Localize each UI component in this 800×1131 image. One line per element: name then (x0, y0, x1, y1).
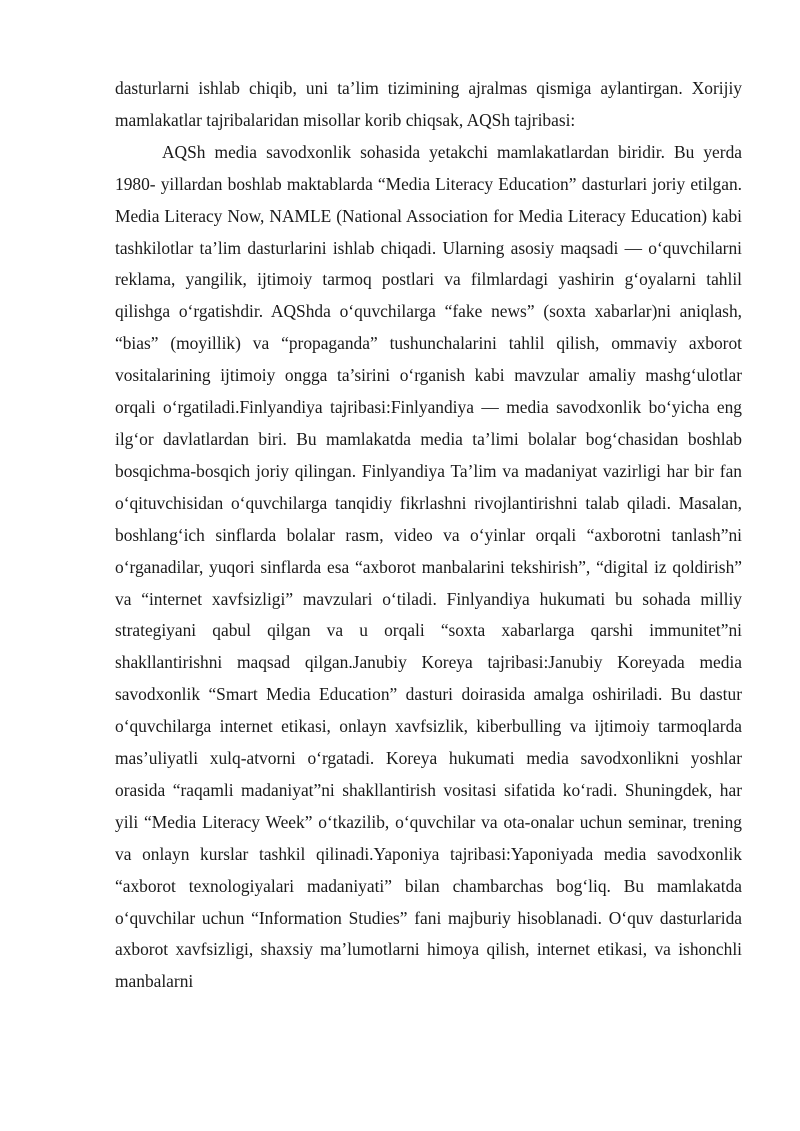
paragraph-continuation: dasturlarni ishlab chiqib, uni ta’lim tizimining ajralmas qismiga aylantirgan. Xorijiy mamlakatlar tajribalaridan misollar korib chiqsak, AQSh tajribasi: (115, 78, 742, 130)
body-text (115, 73, 742, 998)
paragraph-main: AQSh media savodxonlik sohasida yetakchi mamlakatlardan biridir. Bu yerda 1980- yillardan boshlab maktablarda “Media Literacy Education” dasturlari joriy etilgan. Media Literacy Now, NAMLE (National Association for Media Literacy Education) kabi tashkilotlar ta’lim dasturlarini ishlab chiqadi. Ularning asosiy maqsadi — o‘quvchilarni reklama, yangilik, ijtimoiy tarmoq postlari va filmlardagi yashirin g‘oyalarni tahlil qilishga o‘rgatishdir. AQShda o‘quvchilarga “fake news” (soxta xabarlar)ni aniqlash, “bias” (moyillik) va “propaganda” tushunchalarini tahlil qilish, ommaviy axborot vositalarining ijtimoiy ongga ta’sirini o‘rganish kabi mavzular amaliy mashg‘ulotlar orqali o‘rgatiladi.Finlyandiya tajribasi:Finlyandiya — media savodxonlik bo‘yicha eng ilg‘or davlatlardan biri. Bu mamlakatda media ta’limi bolalar bog‘chasidan boshlab bosqichma-bosqich joriy qilingan. Finlyandiya Ta’lim va madaniyat vazirligi har bir fan o‘qituvchisidan o‘quvchilarga tanqidiy fikrlashni rivojlantirishni talab qiladi. Masalan, boshlang‘ich sinflarda bolalar rasm, video va o‘yinlar orqali “axborotni tanlash”ni o‘rganadilar, yuqori sinflarda esa “axborot manbalarini tekshirish”, “digital iz qoldirish” va “internet xavfsizligi” mavzulari o‘tiladi. Finlyandiya hukumati bu sohada milliy strategiyani qabul qilgan va u orqali “soxta xabarlarga qarshi immunitet”ni shakllantirishni maqsad qilgan.Janubiy Koreya tajribasi:Janubiy Koreyada media savodxonlik “Smart Media Education” dasturi doirasida amalga oshiriladi. Bu dastur o‘quvchilarga internet etikasi, onlayn xavfsizlik, kiberbulling va ijtimoiy tarmoqlarda mas’uliyatli xulq-atvorni o‘rgatadi. Koreya hukumati media savodxonlikni yoshlar orasida “raqamli madaniyat”ni shakllantirish vositasi sifatida ko‘radi. Shuningdek, har yili “Media Literacy Week” o‘tkazilib, o‘quvchilar va ota-onalar uchun seminar, trening va onlayn kurslar tashkil qilinadi.Yaponiya tajribasi:Yaponiyada media savodxonlik “axborot texnologiyalari madaniyati” bilan chambarchas bog‘liq. Bu mamlakatda o‘quvchilar uchun “Information Studies” fani majburiy hisoblanadi. O‘quv dasturlarida axborot xavfsizligi, shaxsiy ma’lumotlarni himoya qilish, internet etikasi, va ishonchli manbalarni (115, 141, 742, 992)
